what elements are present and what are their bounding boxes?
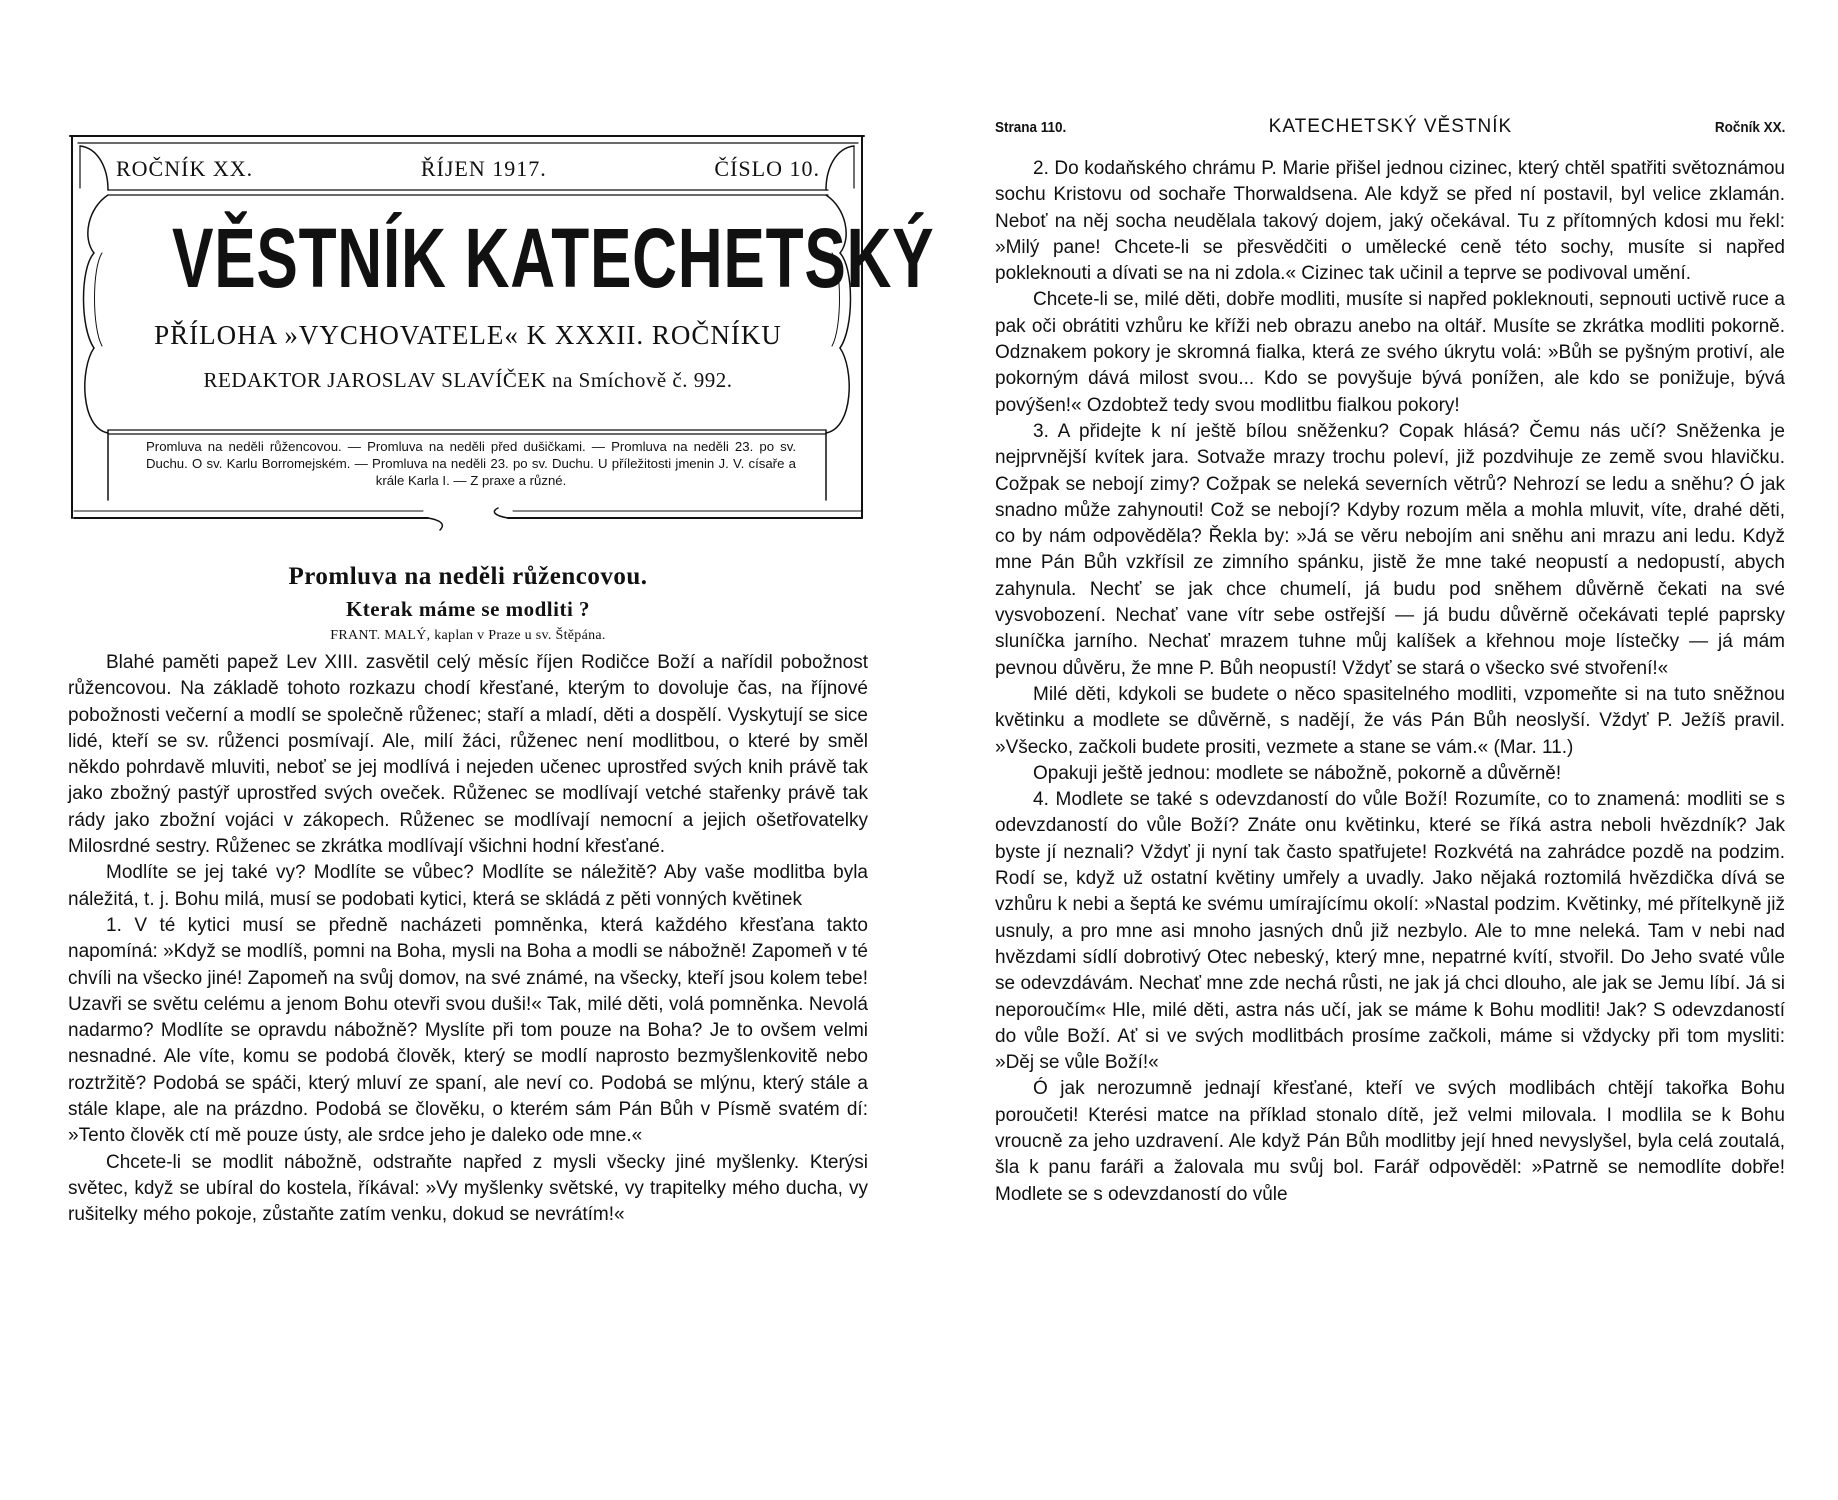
journal-title: VĚSTNÍK KATECHETSKÝ [172, 211, 935, 305]
paragraph: Ó jak nerozumně jednají křesťané, kteří ve svých modlibách chtějí takořka Bohu poroučeti! Kterési matce na příklad stonalo dítě, jež velmi milovala. I modlila se k Bohu vroucně za jeho uzdravení. Ale když Pán Bůh modlitby její hned nevyslyšel, byla celá zoutalá, šla k panu faráři a žalovala mu svůj bol. Farář odpověděl: »Patrně se nemodlíte dobře! Modlete se s odevzdaností do vůle [995, 1078, 1785, 1205]
issue-label: ČÍSLO 10. [714, 156, 820, 181]
paragraph: Chcete-li se, milé děti, dobře modliti, musíte si napřed pokleknouti, sepnouti uctivě ruce a pak oči obrátiti vzhůru ke kříži neb obrazu anebo na oltář. Musíte se zkrátka modliti pokorně. Odznakem pokory je skromná fialka, která ze svého úkrytu volá: »Bůh se pyšným protiví, ale pokorným dává milost svou... Kdo se povyšuje bývá ponížen, ale kdo se ponižuje, bývá povýšen!« Ozdobtež tedy svou modlitbu fialkou pokory! [995, 289, 1785, 416]
right-page [995, 116, 1785, 1208]
editor-line: REDAKTOR JAROSLAV SLAVÍČEK na Smíchově č. 992. [203, 368, 733, 392]
date-label: ŘÍJEN 1917. [420, 156, 547, 181]
article-author: FRANT. MALÝ, kaplan v Praze u sv. Štěpána. [330, 628, 606, 643]
paragraph: Blahé paměti papež Lev XIII. zasvětil celý měsíc říjen Rodičce Boží a nařídil pobožnost růžencovou. Na základě tohoto rozkazu chodí křesťané, kterým to dovoluje čas, na říjnové pobožnosti večerní a modlí se společně růženec; staří a mladí, děti a dospělí. Vyskytují se sice lidé, kteří se sv. růženci posmívají. Ale, milí žáci, růženec není modlitbou, o které by směl někdo pohrdavě mluviti, neboť se jej modlívá i nejeden učenec uprostřed svých knih právě tak jako zbožný pastýř uprostřed svých oveček. Růženec se modlívají vetché stařenky právě tak rády jako zbožní vojáci v zákopech. Růženec se modlívají nemocní a jejich ošetřovatelky Milosrdné sestry. Růženec se zkrátka modlívají všichni hodní křesťané. [68, 652, 868, 858]
running-volume: Ročník XX. [1714, 119, 1785, 136]
paragraph: Modlíte se jej také vy? Modlíte se vůbec? Modlíte se náležitě? Aby vaše modlitba byla náležitá, t. j. Bohu milá, musí se podobati kytici, která se skládá z pěti vonných květinek [68, 862, 868, 910]
article-subtitle: Kterak máme se modliti ? [345, 597, 591, 621]
paragraph: Milé děti, kdykoli se budete o něco spasitelného modliti, vzpomeňte si na tuto sněžnou květinku a modlete se důvěrně, s nadějí, že vás Pán Bůh neoslyší. Vždyť P. Ježíš pravil. »Všecko, začkoli budete prositi, vezmete a stane se vám.« (Mar. 11.) [995, 683, 1785, 758]
journal-subtitle: PŘÍLOHA »VYCHOVATELE« K XXXII. ROČNÍKU [154, 320, 782, 350]
table-of-contents: Promluva na neděli růžencovou. — Promluva na neděli před dušičkami. — Promluva na neděli 23. po sv. Duchu. O sv. Karlu Borromejském. — Promluva na neděli 23. po sv. Duchu. U příležitosti jmenin J. V. císaře a krále Karla I. — Z praxe a různé. [146, 439, 796, 488]
masthead [68, 128, 935, 533]
right-article-body [995, 156, 1785, 1208]
paragraph: 3. A přidejte k ní ještě bílou sněženku? Copak hlásá? Čemu nás učí? Sněženka je nejprvnější kvítek jara. Sotvaže mrazy trochu poleví, již pozdvihuje ze země svou hlavičku. Cožpak se nebojí zimy? Cožpak se neleká severních větrů? Nehrozí se ledu a sněhu? Ó jak snadno může zahynouti! Což se nebojí? Kdyby rozum měla a mohla mluvit, víte, drahé děti, co by nám odpověděla? Řekla by: »Já se věru nebojím ani sněhu ani mrazu ani ledu. Když mne Pán Bůh vzkřísil ze zimního spánku, jistě že mne také neopustí a nedopustí, abych zahynula. Nechť se jak chce chumelí, já budu pod sněhem důvěrně čekati na své vysvobození. Nechať vane vítr sebe ostřejší — já budu důvěrně očekávati teplé paprsky sluníčka jarního. Nechať mrazem tuhne můj kalíšek a křehnou moje lístečky — já mám pevnou důvěru, že mne P. Bůh neopustí! Vždyť se stará o všecko své stvoření!« [995, 420, 1785, 679]
masthead-info-line [116, 156, 820, 186]
article-header [68, 563, 868, 644]
paragraph: 4. Modlete se také s odevzdaností do vůle Boží! Rozumíte, co to znamená: modliti se s odevzdaností do vůle Boží? Znáte onu květinku, které se říká astra neboli hvězdník? Jak byste jí neznali? Vždyť ji nyní tak často spatřujete! Rozkvétá na zahrádce pozdě na podzim. Rodí se, když už ostatní květiny umřely a uvadly. Jako nějaká roztomilá hvězdička dívá se vzhůru k nebi a šeptá ke svému umírajícímu okolí: »Nastal podzim. Květinky, mé přítelkyně již usnuly, a pro mne asi mnoho jasných dnů již nezbylo. Ale to mne neleká. Tam v nebi nad hvězdami sídlí dobrotivý Otec nebeský, který mne, nepatrné kvítí, stvořil. Do Jeho svaté vůle se odevzdávám. Nechať mne zde nechá růsti, ne jak já chci dlouho, ale jak se Jemu líbí. Já si neporoučím« Hle, milé děti, astra nás učí, jak se máme k Bohu modliti! Jak? S odevzdaností do vůle Boží. Ať si ve svých modlitbách prosíme začkoli, máme si vždycky při tom mysliti: »Děj se vůle Boží!« [995, 789, 1785, 1074]
left-page [68, 128, 935, 1229]
page-number: Strana 110. [995, 119, 1067, 136]
paragraph: 1. V té kytici musí se předně nacházeti pomněnka, která každého křesťana takto napomíná: »Když se modlíš, pomni na Boha, mysli na Boha a modli se nábožně! Zapomeň v té chvíli na všecko jiné! Zapomeň na svůj domov, na své známé, na všecky, kteří jsou kolem tebe! Uzavři se světu celému a jenom Bohu otevři svou duši!« Tak, milé děti, volá pomněnka. Nevolá nadarmo? Modlíte se opravdu nábožně? Myslíte při tom pouze na Boha? Je to ovšem velmi nesnadné. Ale víte, komu se podobá člověk, který se modlí naprosto bezmyšlenkovitě nebo roztržitě? Podobá se spáči, který mluví ze spaní, ale neví co. Podobá se mlýnu, který stále a stále klape, ale na prázdno. Podobá se člověku, o kterém sám Pán Bůh v Písmě svatém dí: »Tento člověk ctí mě pouze ústy, ale srdce jeho je daleko ode mne.« [68, 914, 868, 1147]
running-head [995, 116, 1785, 138]
left-article-body [68, 650, 868, 1229]
paragraph: 2. Do kodaňského chrámu P. Marie přišel jednou cizinec, který chtěl spatřiti světoznámou sochu Kristovu od sochaře Thorwaldsena. Ale když se před ní postavil, byl velice zklamán. Neboť na něj socha neudělala takový dojem, jaký očekával. Tu z přítomných kdosi mu řekl: »Milý pane! Chcete-li se přesvědčiti o umělecké ceně této sochy, musíte si napřed pokleknouti a dívati se na ni zdola.« Cizinec tak učinil a teprve se podivoval umění. [995, 158, 1785, 285]
paragraph: Chcete-li se modlit nábožně, odstraňte napřed z mysli všecky jiné myšlenky. Kterýsi světec, když se ubíral do kostela, říkával: »Vy myšlenky světské, vy trapitelky mého ducha, vy rušitelky mého pokoje, zůstaňte zatím venku, dokud se nevrátím!« [68, 1151, 868, 1226]
paragraph: Opakuji ještě jednou: modlete se nábožně, pokorně a důvěrně! [1033, 762, 1562, 784]
volume-label: ROČNÍK XX. [116, 156, 254, 181]
running-title: KATECHETSKÝ VĚSTNÍK [1268, 116, 1513, 137]
article-title: Promluva na neděli růžencovou. [288, 563, 648, 590]
